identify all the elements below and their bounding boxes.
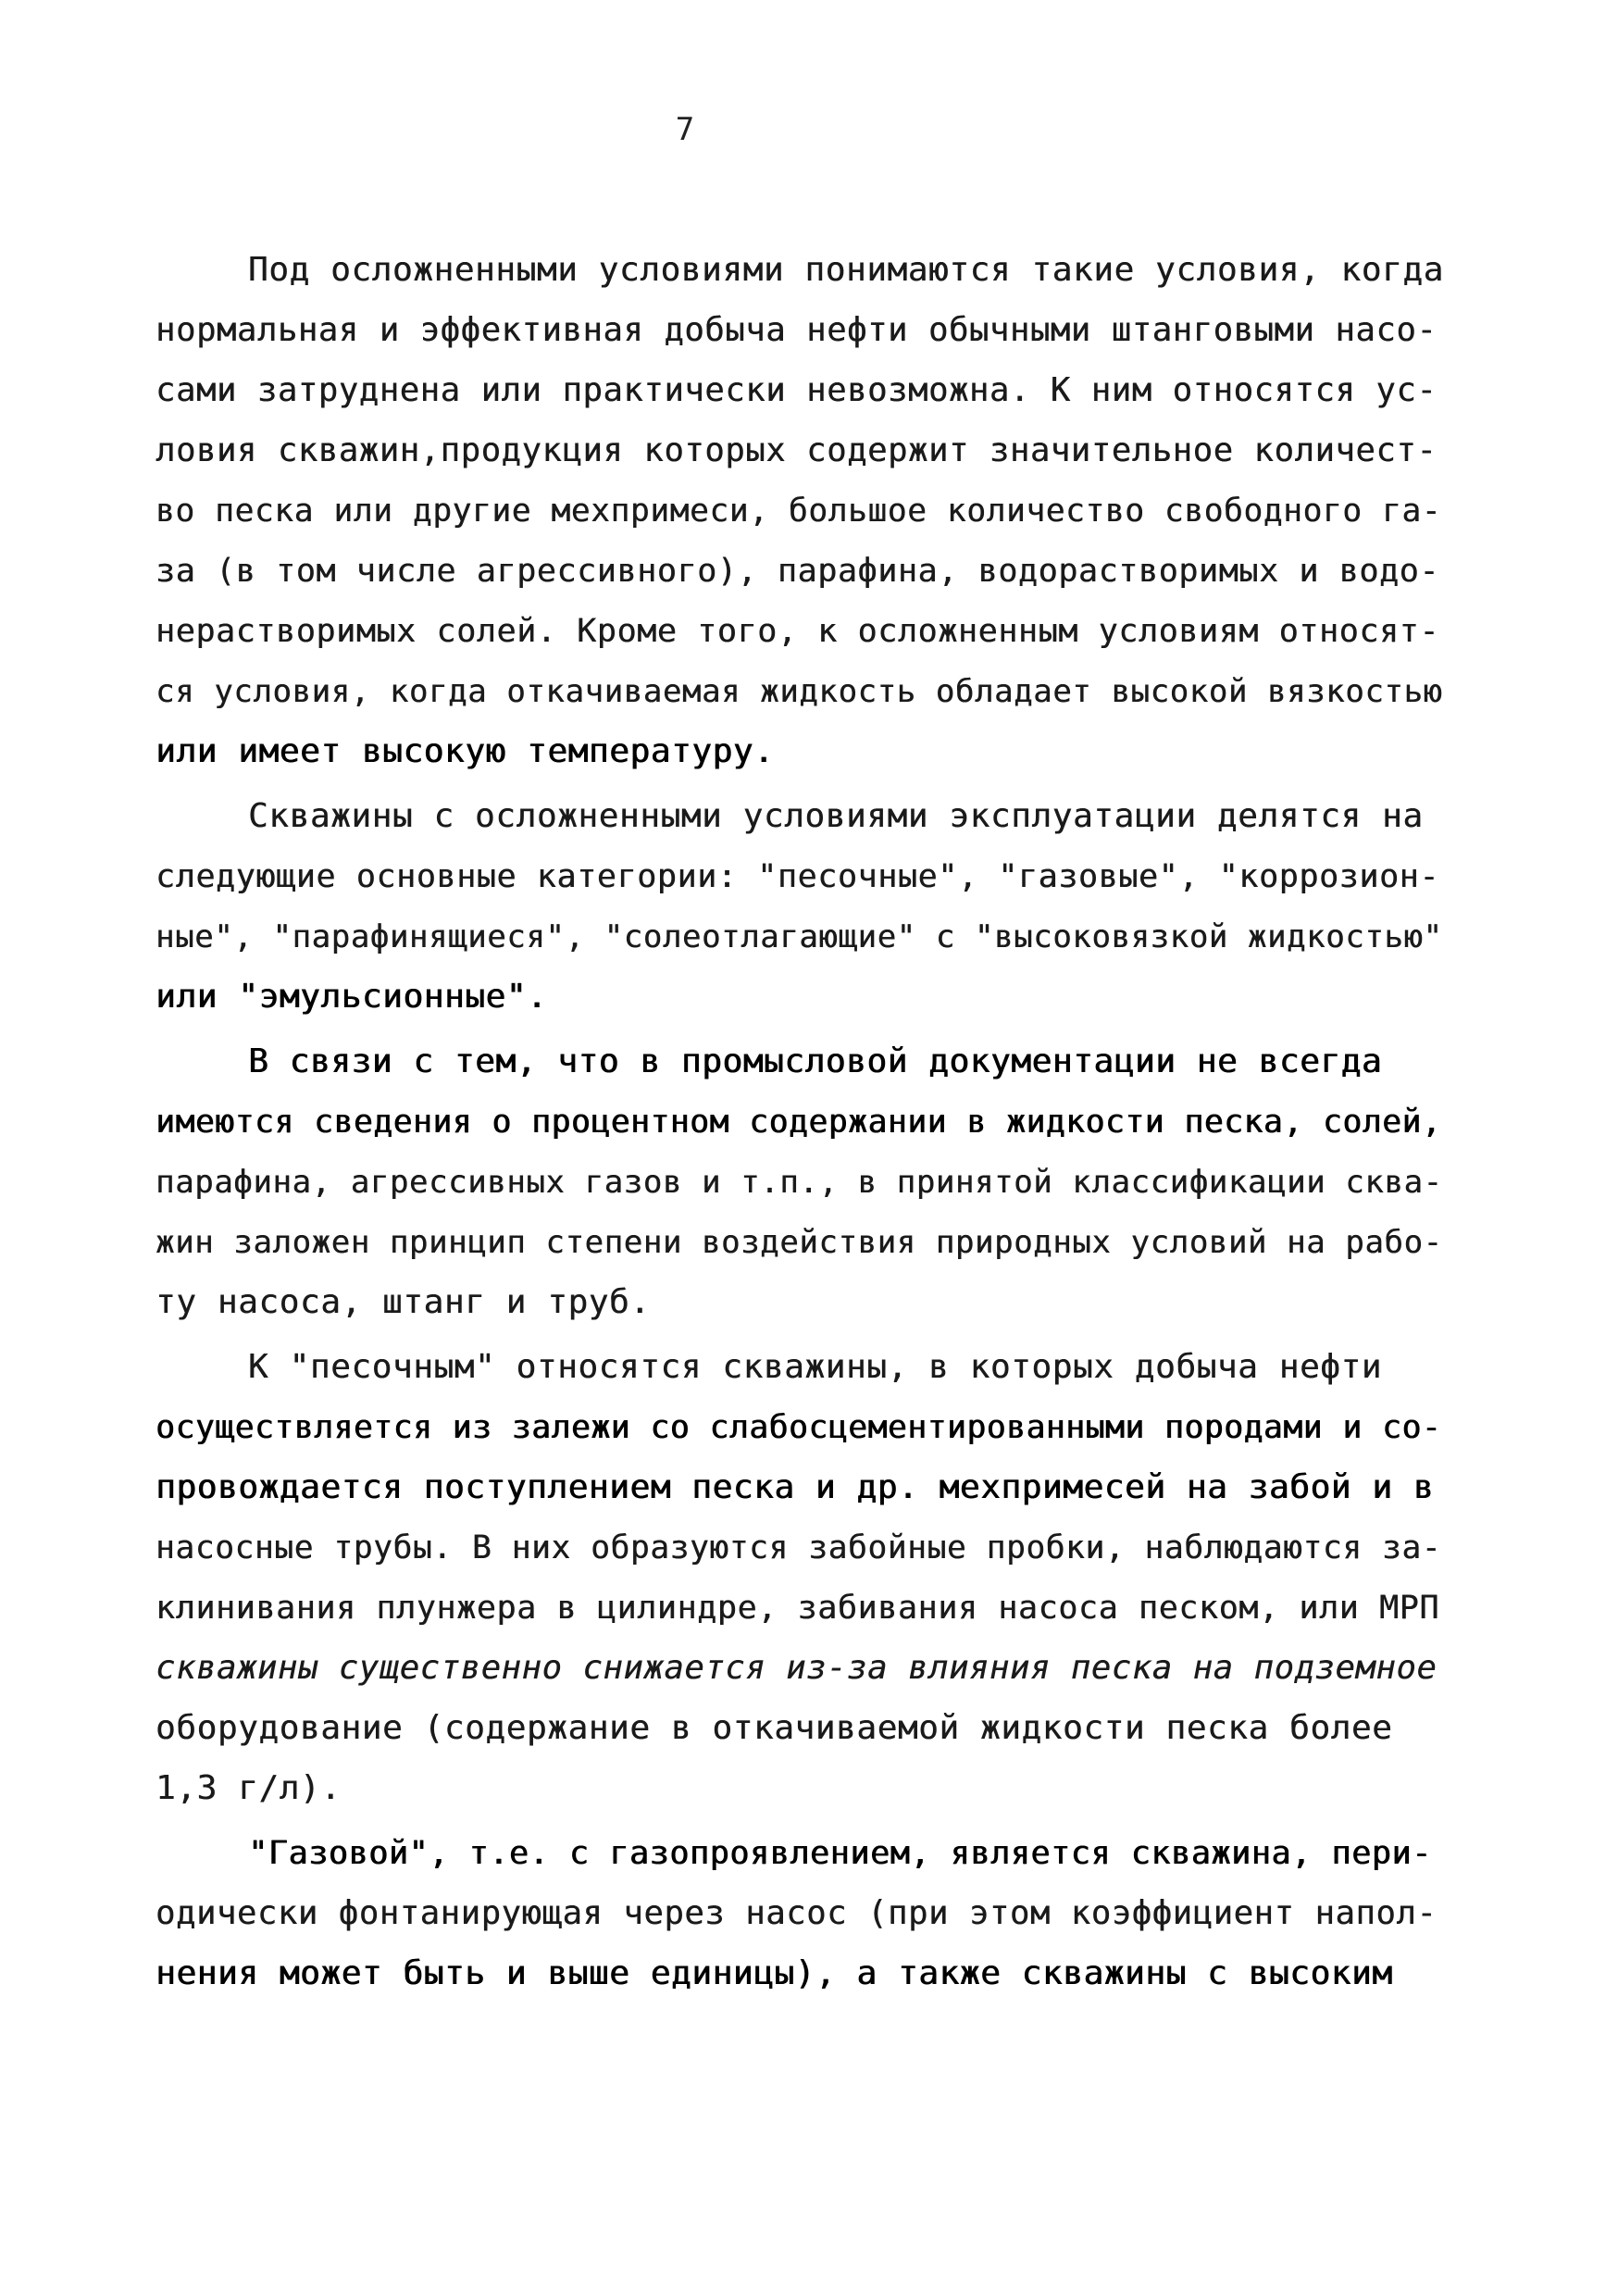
text-line: за (в том числе агрессивного), парафина, водорастворимых и водо- <box>156 553 1439 590</box>
text-line: парафина, агрессивных газов и т.п., в принятой классификации сква- <box>156 1164 1443 1201</box>
text-line: Скважины с осложненными условиями эксплуатации делятся на <box>248 797 1424 835</box>
text-line: следующие основные категории: "песочные", "газовые", "коррозион- <box>156 858 1439 895</box>
text-line: ные", "парафинящиеся", "солеотлагающие" с "высоковязкой жидкостью" <box>156 918 1443 955</box>
text-line: нения может быть и выше единицы), а также скважины с высоким <box>156 1954 1393 1992</box>
text-line: скважины существенно снижается из-за влияния песка на подземное <box>156 1649 1438 1687</box>
text-line: 1,3 г/л). <box>156 1769 342 1807</box>
text-line: ловия скважин,продукция которых содержит значительное количест- <box>156 431 1438 469</box>
text-line: ся условия, когда откачиваемая жидкость обладает высокой вязкостью <box>156 673 1443 710</box>
text-line: имеются сведения о процентном содержании в жидкости песка, солей, <box>156 1104 1442 1141</box>
text-line: жин заложен принцип степени воздействия природных условий на рабо- <box>156 1224 1443 1261</box>
text-line: насосные трубы. В них образуются забойные пробки, наблюдаются за- <box>156 1529 1442 1566</box>
text-line: ту насоса, штанг и труб. <box>156 1283 651 1321</box>
text-line: клинивания плунжера в цилиндре, забивания насоса песком, или МРП <box>156 1590 1439 1627</box>
text-line: одически фонтанирующая через насос (при этом коэффициент напол- <box>156 1894 1438 1932</box>
text-line: нормальная и эффективная добыча нефти обычными штанговыми насо- <box>156 311 1438 349</box>
text-line: К "песочным" относятся скважины, в которых добыча нефти <box>248 1348 1383 1386</box>
text-line: провождается поступлением песка и др. мехпримесей на забой и в <box>156 1468 1434 1506</box>
page-number: 7 <box>675 111 695 148</box>
text-line: осуществляется из залежи со слабосцементированными породами и со- <box>156 1409 1442 1446</box>
text-line: сами затруднена или практически невозможна. К ним относятся ус- <box>156 371 1438 409</box>
text-line: во песка или другие мехпримеси, большое количество свободного га- <box>156 493 1442 530</box>
text-line: или имеет высокую температуру. <box>156 732 775 770</box>
text-line: "Газовой", т.е. с газопроявлением, является скважина, пери- <box>248 1835 1432 1872</box>
text-line: В связи с тем, что в промысловой документации не всегда <box>248 1042 1383 1080</box>
text-line: Под осложненными условиями понимаются такие условия, когда <box>248 251 1444 289</box>
text-line: оборудование (содержание в откачиваемой жидкости песка более <box>156 1709 1393 1747</box>
text-line: или "эмульсионные". <box>156 978 548 1016</box>
text-line: нерастворимых солей. Кроме того, к осложненным условиям относят- <box>156 613 1439 650</box>
